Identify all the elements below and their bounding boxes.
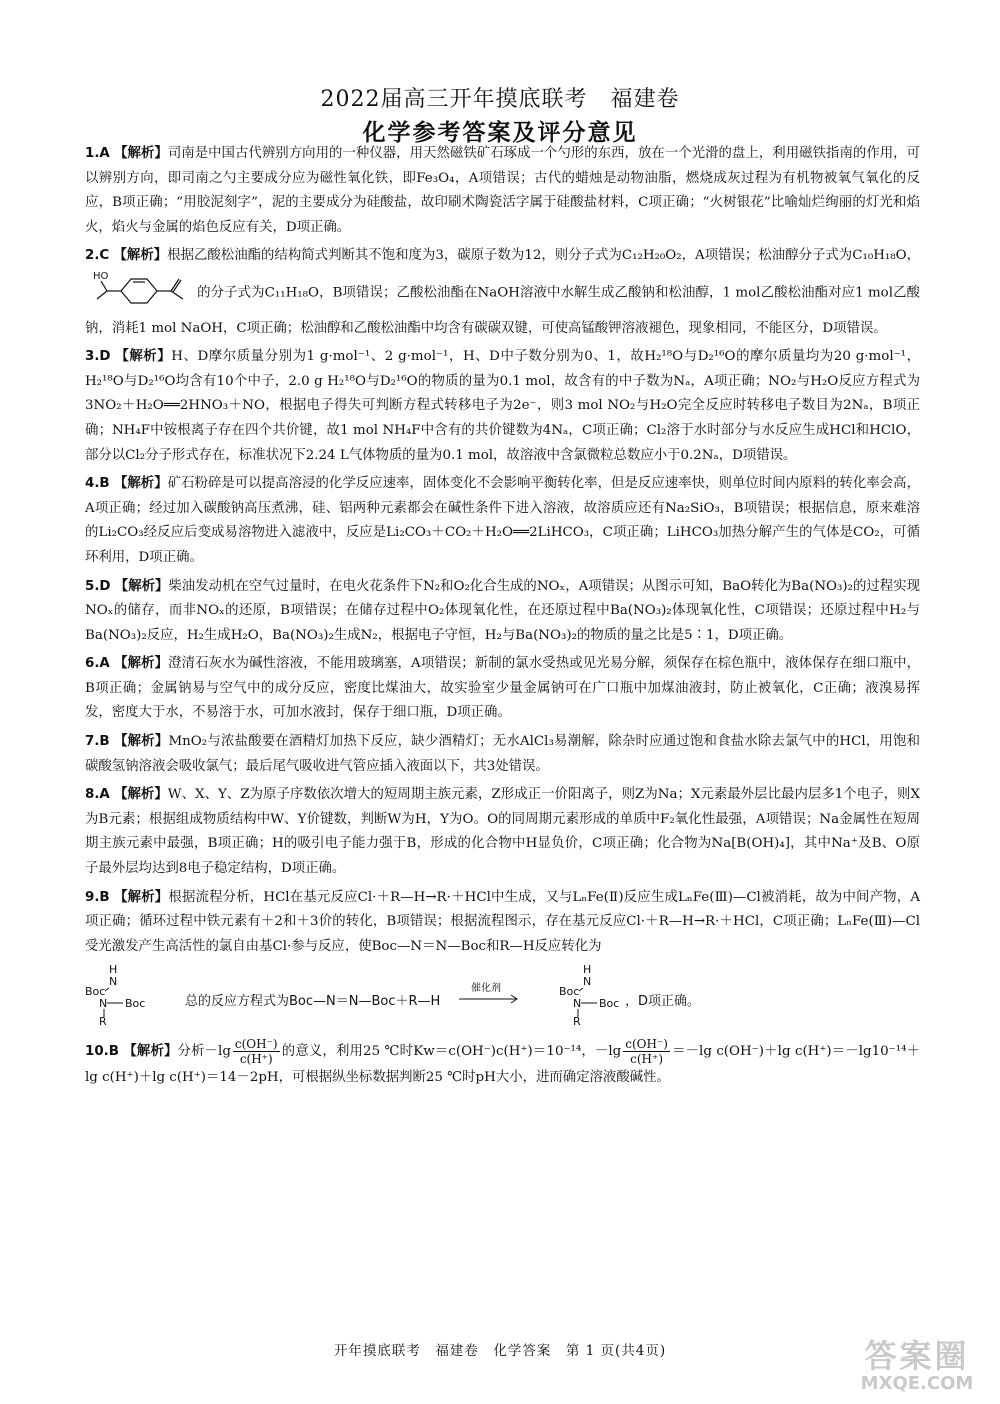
boc-label: Boc [599,997,620,1011]
question-7 [85,730,920,779]
question-9 [85,886,920,960]
answer-key: 4.B [85,476,110,492]
answer-subtitle: 化学参考答案及评分意见 [362,120,638,146]
question-8 [85,783,920,881]
analysis-text: 柴油发动机在空气过量时，在电火花条件下N₂和O₂化合生成的NOₓ，A项错误；从图示可知，BaO转化为Ba(NO₃)₂的过程实现NOₓ的储存，而非NOₓ的还原，B项错误；在储存过程中O₂体现氧化性，在还原过程中Ba(NO₃)₂体现氧化性，C项错误；还原过程中H₂与Ba(NO₃)₂反应，H₂生成H₂O，Ba(NO₃)₂生成N₂，根据电子守恒，H₂与Ba(NO₃)₂的物质的量之比是5∶1，D项正确。 [85,578,920,643]
question-6 [85,652,920,726]
analysis-tag: 【解析】 [114,787,168,803]
answer-key: 3.D [85,349,111,365]
fraction-numerator: c(OH⁻) [625,1037,668,1052]
reaction-scheme-diagram [85,961,920,1031]
analysis-tag: 【解析】 [113,476,168,492]
answer-key: 7.B [85,734,110,750]
reaction-end: ，D项正确。 [625,994,701,1010]
n-label: N [109,975,118,989]
fraction-denominator: c(H⁺) [239,1052,273,1067]
fraction-denominator: c(H⁺) [630,1052,664,1067]
n-label: N [573,997,582,1011]
fraction-numerator: c(OH⁻) [234,1037,278,1052]
fraction [233,1037,280,1066]
question-3 [85,345,920,468]
analysis-text: 矿石粉碎是可以提高溶浸的化学反应速率，固体变化不会影响平衡转化率，但是反应速率快，则单位时间内原料的转化率会高，A项正确；经过加入碳酸钠高压煮沸，硅、铝两种元素都会在碱性条件下进入溶液，故溶质应还有Na₂SiO₃，B项错误；根据信息，原来难溶的Li₂CO₃经反应后变成易溶物进入滤液中，反应是Li₂CO₃＋CO₂＋H₂O══2LiHCO₃，C项正确；LiHCO₃加热分解产生的气体是CO₂，可循环利用，D项正确。 [85,476,921,565]
fraction [623,1037,670,1066]
page-footer: 开年摸底联考 福建卷 化学答案 第 1 页(共4页) [333,1343,667,1359]
mol-label: HO [93,270,109,282]
answer-key: 2.C [85,248,110,264]
watermark-top: 答案圈 [864,1337,970,1375]
watermark-logo [842,1338,992,1396]
analysis-text: 澄清石灰水为碱性溶液，不能用玻璃塞，A项错误；新制的氯水受热或见光易分解，须保存在棕色瓶中，液体保存在细口瓶中，B项正确；金属钠易与空气中的成分反应，密度比煤油大，故实验室少量金属钠可在广口瓶中加煤油液封，防止被氧化，C正确；液溴易挥发，密度大于水，不易溶于水，可加水液封，保存于细口瓶，D项正确。 [85,656,921,721]
reaction-equation [85,961,920,1031]
analysis-tag: 【解析】 [123,1044,178,1060]
question-2 [85,244,920,341]
answer-key: 5.D [85,578,111,594]
question-5 [85,575,920,649]
analysis-text: 分析－lg [177,1044,231,1060]
watermark-bottom: MXQE.COM [860,1373,974,1394]
exam-title: 2022届高三开年摸底联考 福建卷 [320,87,680,112]
analysis-tag: 【解析】 [113,248,168,264]
answer-key: 10.B [85,1044,119,1060]
r-label: R [573,1015,581,1029]
n-label: N [583,975,592,989]
analysis-tag: 【解析】 [114,889,169,905]
answer-key: 8.A [85,787,110,803]
boc-label: Boc [559,985,580,999]
analysis-tag: 【解析】 [114,578,169,594]
molecule-structure-icon [87,269,195,317]
question-1 [85,142,920,240]
analysis-text: 根据流程分析，HCl在基元反应Cl·＋R—H→R·＋HCl中生成，又与LₙFe(Ⅱ)反应生成LₙFe(Ⅲ)—Cl被消耗，故为中间产物，A项正确；循环过程中铁元素有＋2和＋3价的转化，B项错误；根据流程图示，存在基元反应Cl·＋R—H→R·＋HCl，C项正确；LₙFe(Ⅲ)—Cl受光激发产生高活性的氯自由基Cl·参与反应，使Boc—N＝N—Boc和R—H反应转化为 [85,889,920,954]
n-label: N [99,997,108,1011]
analysis-text-end: ＝－lg c(OH⁻)＋lg c(H⁺)＝－lg10⁻¹⁴＋lg c(H⁺)＋lg c(H⁺)＝14－2pH，可根据纵坐标数据判断25 ℃时pH大小，进而确定溶液酸碱性。 [85,1044,920,1086]
r-label: R [99,1015,107,1029]
analysis-text-cont: 的分子式为C₁₁H₁₈O，B项错误；乙酸松油酯在NaOH溶液中水解生成乙酸钠和松油醇，1 mol乙酸松油酯对应1 mol乙酸钠，消耗1 mol NaOH，C项正确；松油醇和乙酸松油酯中均含有碳碳双键，可使高锰酸钾溶液褪色，现象相同，不能区分，D项错误。 [85,285,920,336]
reaction-text: 总的反应方程式为Boc—N＝N—Boc＋R—H [185,994,441,1010]
h-label: H [109,963,118,977]
h-label: H [583,963,592,977]
analysis-tag: 【解析】 [114,656,169,672]
answer-key: 1.A [85,146,110,161]
analysis-tag: 【解析】 [114,146,168,161]
analysis-tag: 【解析】 [115,349,172,365]
question-4 [85,472,920,570]
analysis-text: 根据乙酸松油酯的结构简式判断其不饱和度为3，碳原子数为12，则分子式为C₁₂H₂₀O₂，A项错误；松油醇分子式为C₁₀H₁₈O， [167,248,920,264]
catalyst-label: 催化剂 [471,983,501,995]
question-10 [85,1037,920,1091]
answer-body [85,142,920,1095]
analysis-text: H、D摩尔质量分别为1 g·mol⁻¹、2 g·mol⁻¹，H、D中子数分别为0、1，故H₂¹⁸O与D₂¹⁶O的摩尔质量均为20 g·mol⁻¹，H₂¹⁸O与D₂¹⁶O均含有10个中子，2.0 g H₂¹⁸O与D₂¹⁶O的物质的量为0.1 mol，故含有的中子数为Nₐ，A项正确；NO₂与H₂O反应方程式为3NO₂＋H₂O══2HNO₃＋NO，根据电子得失可判断方程式转移电子为2e⁻，则3 mol NO₂与H₂O完全反应时转移电子数目为2Nₐ，B项正确；NH₄F中铵根离子存在四个共价键，故1 mol NH₄F中含有的共价键数为4Nₐ，C项正确；Cl₂溶于水时部分与水反应生成HCl和HClO，部分以Cl₂分子形式存在，标准状况下2.24 L气体物质的量为0.1 mol，故溶液中含氯微粒总数应小于0.2Nₐ，D项错误。 [85,349,920,463]
boc-label: Boc [85,985,106,999]
analysis-tag: 【解析】 [114,734,169,750]
analysis-text: W、X、Y、Z为原子序数依次增大的短周期主族元素，Z形成正一价阳离子，则Z为Na；X元素最外层比最内层多1个电子，则X为B元素；根据组成物质结构中W、Y价键数，判断W为H，Y为O。O的同周期元素形成的单质中F₂氧化性最强，A项错误；Na金属性在短周期主族元素中最强，B项正确；H的吸引电子能力强于B，形成的化合物中H显负价，C项正确；化合物为Na[B(OH)₄]，其中Na⁺及B、O原子最外层均达到8电子稳定结构，D项正确。 [85,787,920,877]
answer-key: 6.A [85,656,110,672]
boc-label: Boc [125,997,146,1011]
analysis-text-cont: 的意义，利用25 ℃时Kw＝c(OH⁻)c(H⁺)＝10⁻¹⁴，－lg [281,1044,622,1060]
analysis-text: MnO₂与浓盐酸要在酒精灯加热下反应，缺少酒精灯；无水AlCl₃易潮解，除杂时应通过饱和食盐水除去氯气中的HCl，用饱和碳酸氢钠溶液会吸收氯气；最后尾气吸收进气管应插入液面以下，共3处错误。 [85,734,921,774]
analysis-text: 司南是中国古代辨别方向用的一种仪器，用天然磁铁矿石琢成一个勺形的东西，放在一个光滑的盘上，利用磁铁指南的作用，可以辨别方向，即司南之勺主要成分应为磁性氧化铁，即Fe₃O₄，A项错误；古代的蜡烛是动物油脂，燃烧成灰过程为有机物被氧气氧化的反应，B项正确；“用胶泥刻字”，泥的主要成分为硅酸盐，故印刷术陶瓷活字属于硅酸盐材料，C项正确；“火树银花”比喻灿烂绚丽的灯光和焰火，焰火与金属的焰色反应有关，D项正确。 [85,146,921,235]
answer-key: 9.B [85,889,110,905]
